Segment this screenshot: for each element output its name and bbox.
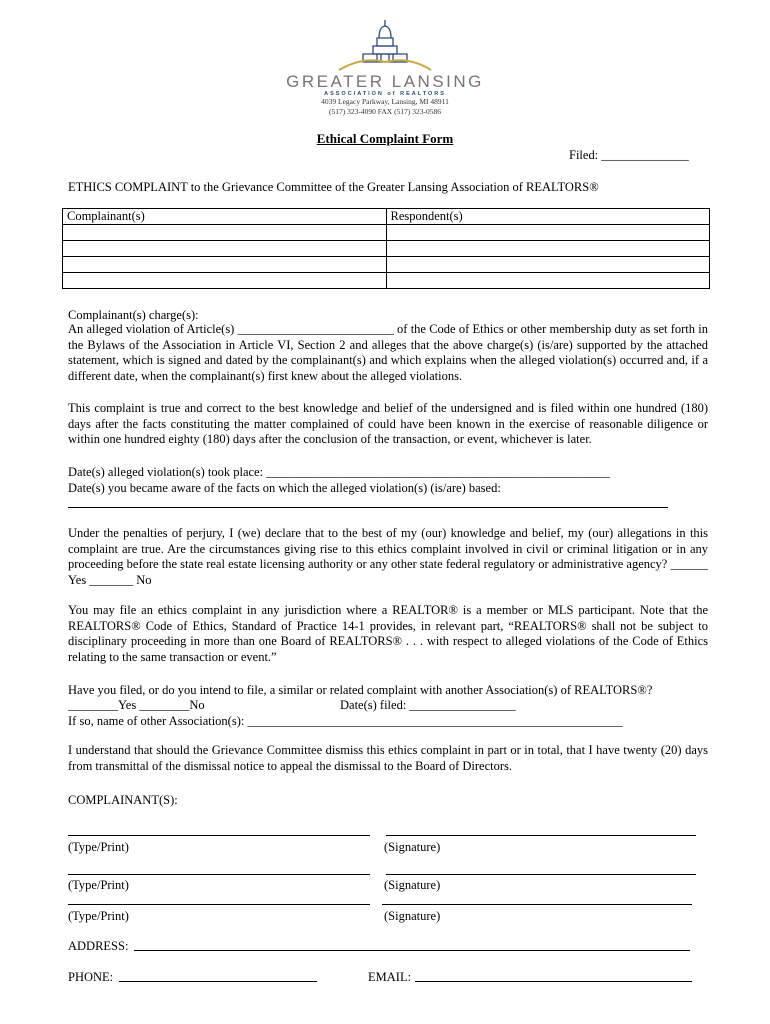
signature-line[interactable]	[386, 874, 696, 875]
date-aware-label: Date(s) you became aware of the facts on which the alleged violation(s) (is/are) based:	[68, 481, 501, 495]
table-row	[63, 241, 710, 257]
complainant-cell[interactable]	[63, 241, 387, 257]
signature-line[interactable]	[386, 835, 696, 836]
similar-complaint-question: Have you filed, or do you intend to file, a similar or related complaint with another Association(s) of REALTORS®?	[68, 683, 653, 697]
email-line[interactable]	[415, 981, 692, 982]
signature-label: (Signature)	[384, 878, 441, 892]
perjury-paragraph: Under the penalties of perjury, I (we) declare that to the best of my (our) knowledge and belief, my (our) allegations in this complaint are true. Are the circumstances giving rise to this ethics complaint involved in civil or criminal litigation or in any proceeding before the state real estate licensing authority or any other state federal regulatory or administrative agency? ______ Yes _______ No	[68, 526, 708, 587]
filed-field[interactable]: Filed: ______________	[569, 148, 689, 162]
date-violation-field[interactable]: Date(s) alleged violation(s) took place: _______________________________________________________	[68, 465, 610, 479]
org-address: 4039 Legacy Parkway, Lansing, MI 48911	[321, 97, 449, 106]
table-row	[63, 225, 710, 241]
type-print-label: (Type/Print)	[68, 878, 129, 892]
jurisdiction-paragraph: You may file an ethics complaint in any jurisdiction where a REALTOR® is a member or MLS participant. Note that the REALTORS® Code of Ethics, Standard of Practice 14-1 provides, in relevant part, “REALTORS® shall not be subject to disciplinary proceeding in more than one Board of REALTORS® . . . with respect to alleged violations of the Code of Ethics relating to the same transaction or event.”	[68, 603, 708, 664]
type-print-label: (Type/Print)	[68, 909, 129, 923]
other-association-field[interactable]: If so, name of other Association(s): ____________________________________________________________	[68, 714, 623, 728]
address-line[interactable]	[134, 950, 690, 951]
charges-heading: Complainant(s) charge(s):	[68, 308, 199, 322]
yes-no-field[interactable]: ________Yes ________No	[68, 698, 205, 712]
table-header-row	[63, 209, 710, 225]
signature-label: (Signature)	[384, 840, 441, 854]
complainant-cell[interactable]	[63, 257, 387, 273]
complainants-label: COMPLAINANT(S):	[68, 793, 178, 807]
dates-filed-field[interactable]: Date(s) filed: _________________	[340, 698, 516, 712]
parties-table	[62, 208, 710, 289]
dismissal-paragraph: I understand that should the Grievance Committee dismiss this ethics complaint in part or in total, that I have twenty (20) days from transmittal of the dismissal notice to appeal the dismissal to the Board of Directors.	[68, 743, 708, 773]
complainant-cell[interactable]	[63, 273, 387, 289]
type-print-line[interactable]	[68, 835, 370, 836]
date-aware-line[interactable]	[68, 507, 668, 508]
truth-paragraph: This complaint is true and correct to the best knowledge and belief of the undersigned and is filed within one hundred (180) days after the facts constituting the matter complained of could have been known in the exercise of reasonable diligence or within one hundred eighty (180) days after the conclusion of the transaction, or event, whichever is later.	[68, 401, 708, 447]
page-title: Ethical Complaint Form	[316, 131, 454, 146]
table-row	[63, 257, 710, 273]
type-print-label: (Type/Print)	[68, 840, 129, 854]
email-label: EMAIL:	[368, 970, 412, 984]
table-row	[63, 273, 710, 289]
respondent-cell[interactable]	[386, 273, 710, 289]
respondent-cell[interactable]	[386, 225, 710, 241]
org-name: GREATER LANSING	[286, 72, 484, 91]
complainants-header: Complainant(s)	[63, 209, 387, 225]
signature-label: (Signature)	[384, 909, 441, 923]
charges-paragraph: An alleged violation of Article(s) _________________________ of the Code of Ethics or other membership duty as set forth in the Bylaws of the Association in Article VI, Section 2 and alleges that the above charge(s) (is/are) supported by the attached statement, which is signed and dated by the complainant(s) and which explains when the alleged violation(s) occurred and, if a different date, when the complainant(s) first knew about the alleged violations.	[68, 322, 708, 383]
type-print-line[interactable]	[68, 874, 370, 875]
respondent-cell[interactable]	[386, 257, 710, 273]
signature-line[interactable]	[382, 904, 692, 905]
respondents-header: Respondent(s)	[386, 209, 710, 225]
type-print-line[interactable]	[68, 904, 370, 905]
capitol-logo-icon	[333, 18, 437, 72]
respondent-cell[interactable]	[386, 241, 710, 257]
phone-label: PHONE:	[68, 970, 114, 984]
phone-line[interactable]	[119, 981, 317, 982]
address-label: ADDRESS:	[68, 939, 129, 953]
intro-text: ETHICS COMPLAINT to the Grievance Committee of the Greater Lansing Association of REALTORS®	[68, 180, 599, 194]
org-subtitle: ASSOCIATION of REALTORS	[324, 91, 446, 97]
complainant-cell[interactable]	[63, 225, 387, 241]
org-phone-fax: (517) 323-4090 FAX (517) 323-0586	[329, 107, 441, 116]
